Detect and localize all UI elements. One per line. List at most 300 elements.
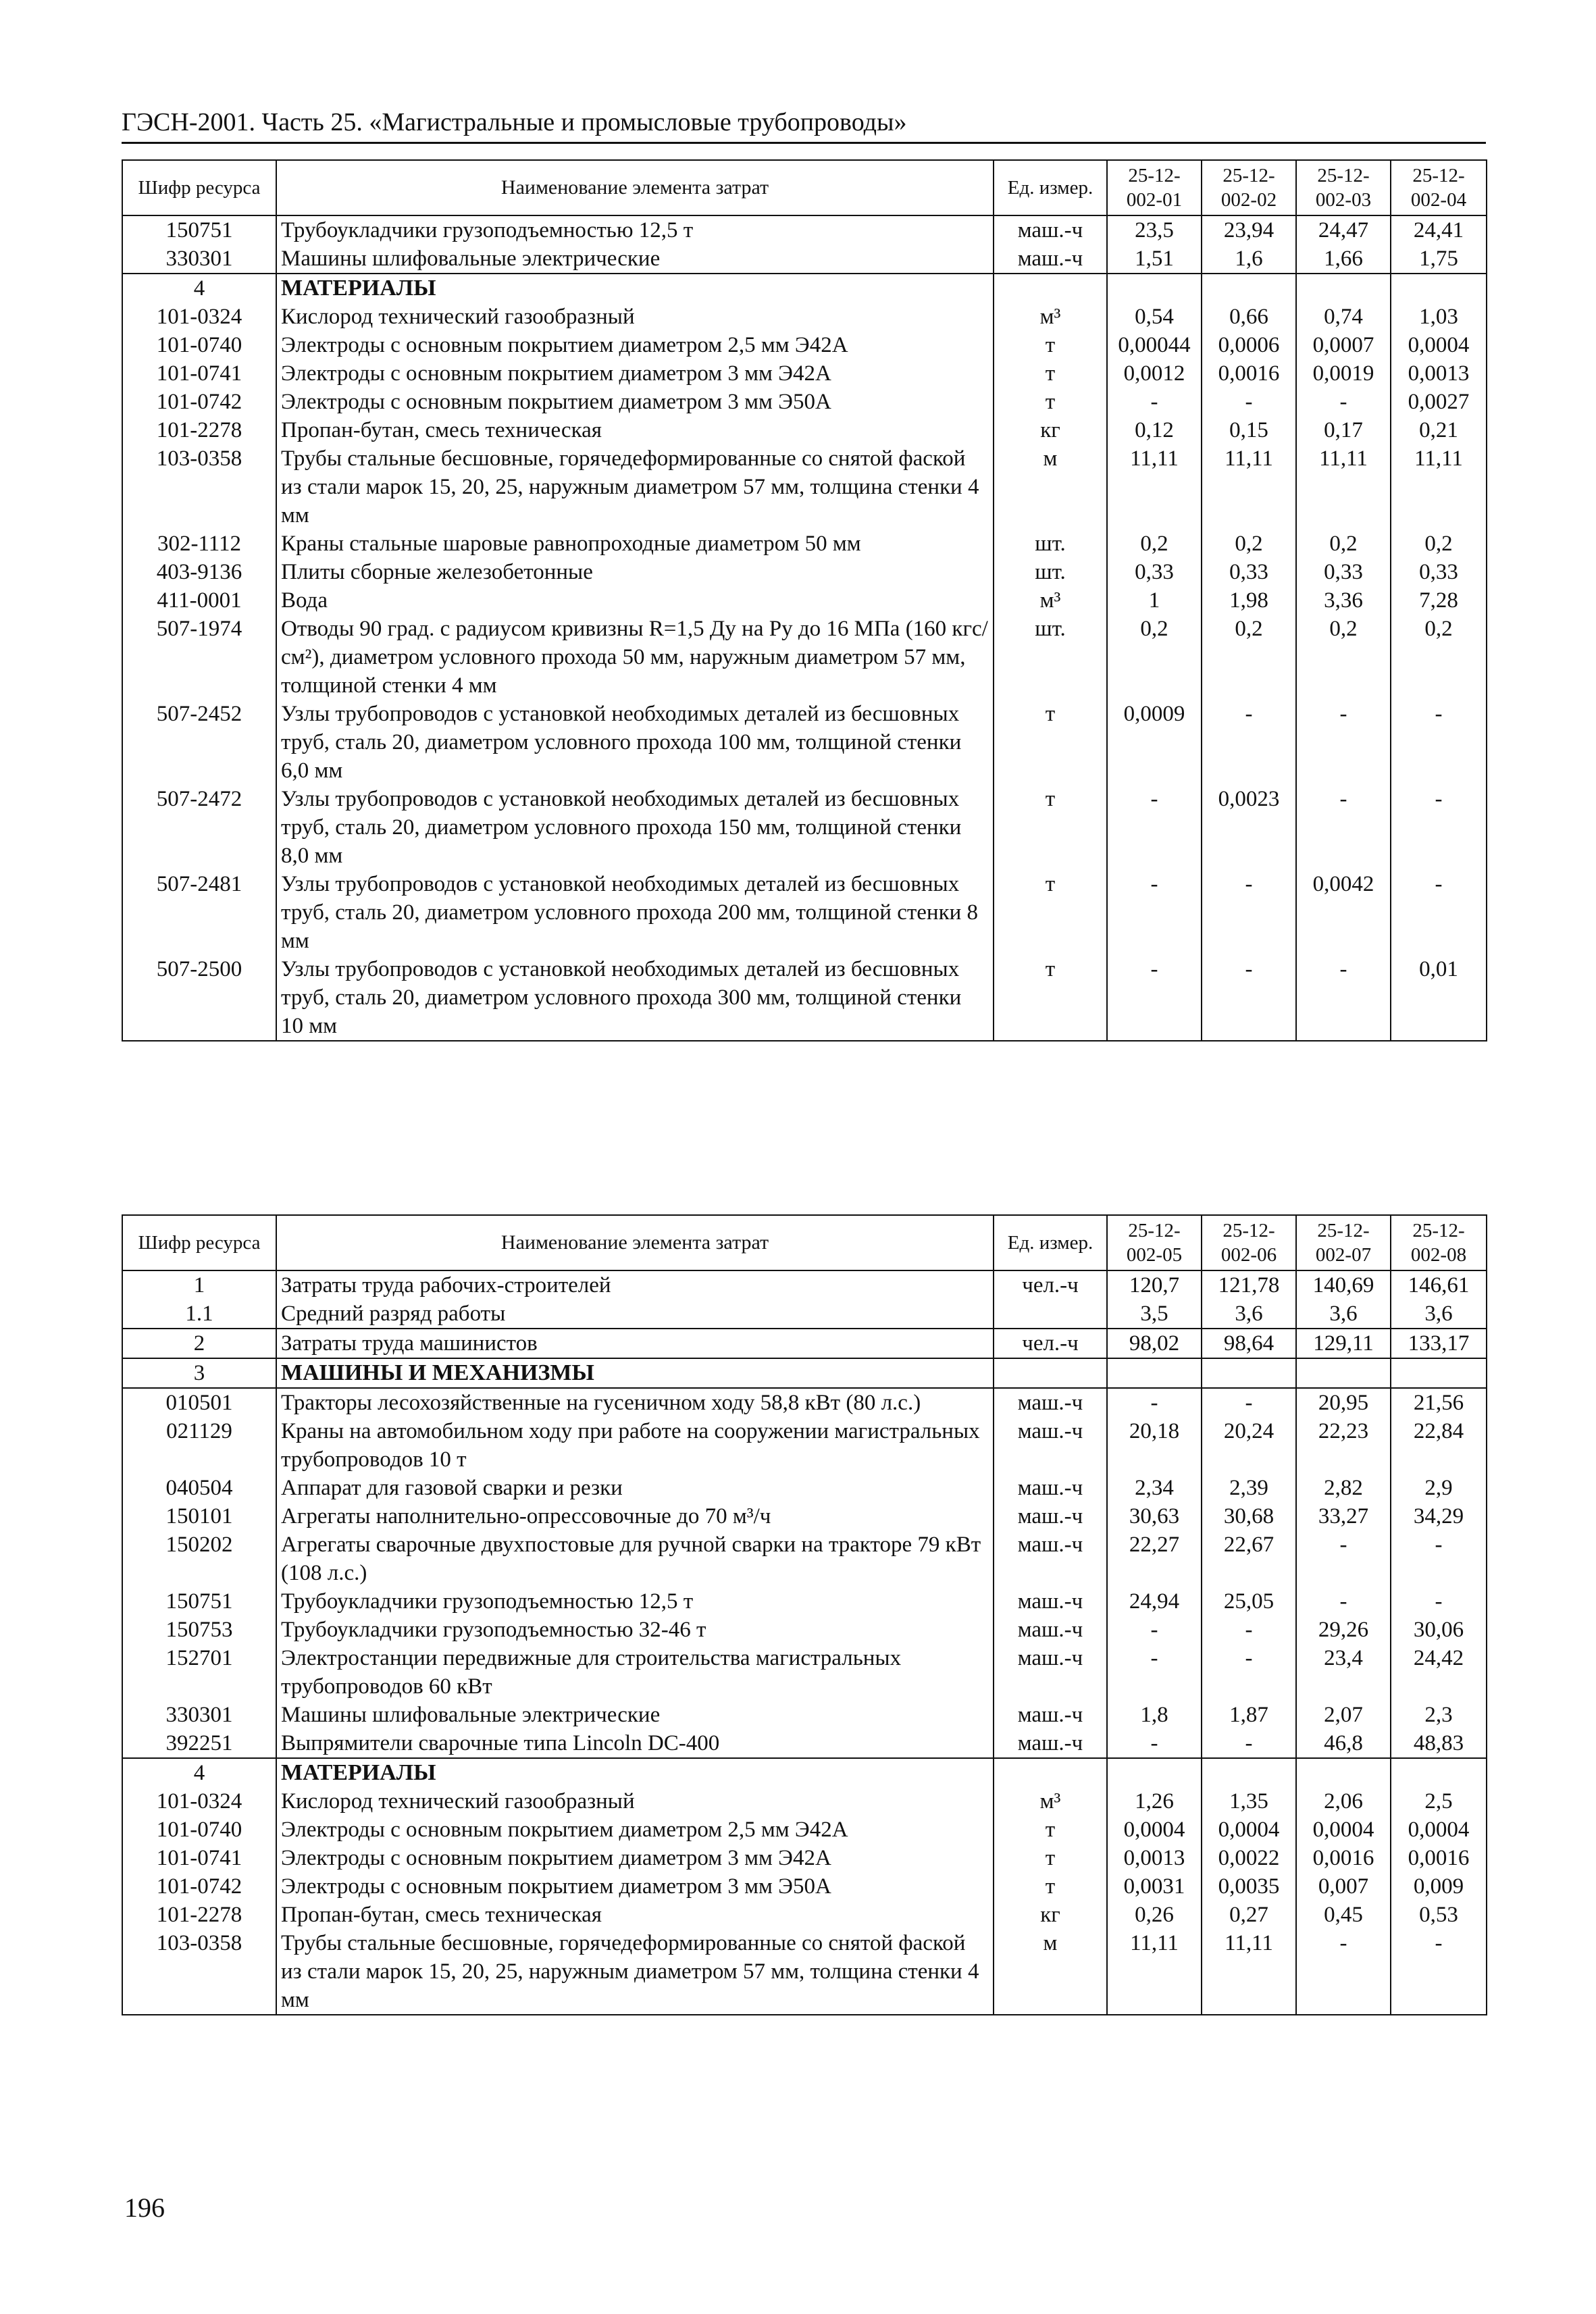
col-norm-header: 25-12- 002-05 [1107,1215,1202,1270]
resource-name: Агрегаты сварочные двухпостовые для ручной сварки на тракторе 79 кВт (108 л.с.) [276,1531,994,1587]
value-cell: - [1107,870,1202,955]
col-unit-header: Ед. измер. [994,160,1107,215]
resource-code: 101-2278 [122,1901,276,1929]
resource-code: 4 [122,1758,276,1787]
value-cell [1107,1758,1202,1787]
value-cell: 0,26 [1107,1901,1202,1929]
resource-name: Тракторы лесохозяйственные на гусеничном ходу 58,8 кВт (80 л.с.) [276,1388,994,1417]
resource-table-2 [122,1214,1487,2015]
unit-cell: чел.-ч [994,1329,1107,1358]
resource-code: 507-2500 [122,955,276,1041]
value-cell: 0,53 [1391,1901,1487,1929]
value-cell: 98,02 [1107,1329,1202,1358]
table-row [122,215,1487,245]
value-cell: 0,54 [1107,303,1202,331]
value-cell: - [1107,785,1202,870]
unit-cell: маш.-ч [994,215,1107,245]
resource-code: 330301 [122,1701,276,1729]
table-row [122,1729,1487,1758]
value-cell: 21,56 [1391,1388,1487,1417]
resource-name: Вода [276,586,994,615]
value-cell: 30,06 [1391,1616,1487,1644]
table-row [122,1474,1487,1502]
unit-cell: м³ [994,586,1107,615]
unit-cell: маш.-ч [994,1587,1107,1616]
resource-code: 150202 [122,1531,276,1587]
value-cell: 11,11 [1202,1929,1296,2015]
value-cell: 121,78 [1202,1270,1296,1300]
value-cell: 3,5 [1107,1300,1202,1329]
value-cell: 0,33 [1107,558,1202,586]
page-number: 196 [124,2192,165,2223]
resource-name: Аппарат для газовой сварки и резки [276,1474,994,1502]
resource-code: 403-9136 [122,558,276,586]
resource-name: Трубоукладчики грузоподъемностью 32-46 т [276,1616,994,1644]
value-cell: - [1296,700,1391,785]
col-norm-header: 25-12- 002-04 [1391,160,1487,215]
table-row [122,1816,1487,1844]
table-row [122,700,1487,785]
value-cell: 0,2 [1296,615,1391,700]
table-row [122,785,1487,870]
value-cell: - [1202,1644,1296,1701]
value-cell: 2,06 [1296,1787,1391,1816]
value-cell: 11,11 [1107,1929,1202,2015]
value-cell: 2,82 [1296,1474,1391,1502]
table-body [122,215,1487,1041]
value-cell: 11,11 [1202,444,1296,530]
value-cell [1296,1358,1391,1388]
unit-cell: шт. [994,558,1107,586]
resource-name: Средний разряд работы [276,1300,994,1329]
value-cell: 120,7 [1107,1270,1202,1300]
value-cell: 0,74 [1296,303,1391,331]
value-cell [1202,1758,1296,1787]
value-cell: 1,6 [1202,245,1296,274]
col-name-header: Наименование элемента затрат [276,1215,994,1270]
unit-cell: шт. [994,615,1107,700]
value-cell: 0,0013 [1391,359,1487,388]
table-row [122,870,1487,955]
table-body [122,1270,1487,2015]
col-code-header: Шифр ресурса [122,1215,276,1270]
value-cell: - [1391,1531,1487,1587]
value-cell: - [1202,700,1296,785]
resource-code: 101-0324 [122,1787,276,1816]
value-cell: - [1391,870,1487,955]
col-norm-header: 25-12- 002-08 [1391,1215,1487,1270]
table-header-row [122,160,1487,215]
resource-table-1 [122,159,1487,1042]
value-cell: - [1391,1929,1487,2015]
unit-cell: чел.-ч [994,1270,1107,1300]
table-header-row [122,1215,1487,1270]
value-cell: 0,2 [1107,530,1202,558]
resource-name: Электроды с основным покрытием диаметром 2,5 мм Э42А [276,1816,994,1844]
value-cell: - [1296,955,1391,1041]
value-cell: - [1107,1644,1202,1701]
resource-name: Агрегаты наполнительно-опрессовочные до 70 м³/ч [276,1502,994,1531]
value-cell: 1,66 [1296,245,1391,274]
value-cell: 20,18 [1107,1417,1202,1474]
col-norm-header: 25-12- 002-06 [1202,1215,1296,1270]
value-cell: 1,87 [1202,1701,1296,1729]
value-cell: - [1202,955,1296,1041]
unit-cell: м³ [994,1787,1107,1816]
resource-code: 101-0742 [122,388,276,416]
value-cell: - [1296,1929,1391,2015]
unit-cell: маш.-ч [994,245,1107,274]
value-cell: 0,17 [1296,416,1391,444]
value-cell: 140,69 [1296,1270,1391,1300]
table-row [122,1270,1487,1300]
resource-name: Трубоукладчики грузоподъемностью 12,5 т [276,1587,994,1616]
value-cell: 0,0007 [1296,331,1391,359]
table-row [122,615,1487,700]
value-cell: 0,007 [1296,1872,1391,1901]
resource-name: Пропан-бутан, смесь техническая [276,1901,994,1929]
table-row [122,1758,1487,1787]
resource-name: Узлы трубопроводов с установкой необходимых деталей из бесшовных труб, сталь 20, диаметром условного прохода 150 мм, толщиной стенки 8,0 мм [276,785,994,870]
unit-cell: маш.-ч [994,1474,1107,1502]
value-cell: 0,0004 [1391,331,1487,359]
table-row [122,1329,1487,1358]
value-cell: 2,39 [1202,1474,1296,1502]
value-cell: - [1107,1388,1202,1417]
value-cell: 11,11 [1391,444,1487,530]
value-cell: 30,68 [1202,1502,1296,1531]
value-cell: 7,28 [1391,586,1487,615]
value-cell [1391,274,1487,303]
value-cell: 0,15 [1202,416,1296,444]
resource-name: Узлы трубопроводов с установкой необходимых деталей из бесшовных труб, сталь 20, диаметром условного прохода 300 мм, толщиной стенки 10 мм [276,955,994,1041]
value-cell [1296,1758,1391,1787]
value-cell: 0,2 [1202,530,1296,558]
resource-name: Трубы стальные бесшовные, горячедеформированные со снятой фаской из стали марок 15, 20, 25, наружным диаметром 57 мм, толщина стенки 4 мм [276,444,994,530]
col-code-header: Шифр ресурса [122,160,276,215]
unit-cell: т [994,1816,1107,1844]
value-cell: 1,75 [1391,245,1487,274]
table-row [122,1701,1487,1729]
value-cell: - [1107,955,1202,1041]
resource-code: 1 [122,1270,276,1300]
value-cell: 1,51 [1107,245,1202,274]
resource-code: 4 [122,274,276,303]
value-cell: 23,4 [1296,1644,1391,1701]
unit-cell: кг [994,1901,1107,1929]
value-cell: - [1296,1531,1391,1587]
value-cell: 34,29 [1391,1502,1487,1531]
value-cell: 20,24 [1202,1417,1296,1474]
resource-code: 507-2472 [122,785,276,870]
value-cell: 0,33 [1296,558,1391,586]
value-cell: 22,67 [1202,1531,1296,1587]
value-cell [1107,274,1202,303]
table-row [122,331,1487,359]
value-cell: 20,95 [1296,1388,1391,1417]
resource-code: 101-0324 [122,303,276,331]
value-cell: 98,64 [1202,1329,1296,1358]
value-cell: 0,33 [1391,558,1487,586]
table-row [122,955,1487,1041]
value-cell: 25,05 [1202,1587,1296,1616]
resource-code: 392251 [122,1729,276,1758]
table-row [122,1300,1487,1329]
table-row [122,274,1487,303]
value-cell: 33,27 [1296,1502,1391,1531]
value-cell: 0,0004 [1107,1816,1202,1844]
value-cell: 0,0016 [1296,1844,1391,1872]
value-cell: 0,0013 [1107,1844,1202,1872]
resource-code: 010501 [122,1388,276,1417]
value-cell: 3,6 [1391,1300,1487,1329]
table-row [122,1358,1487,1388]
value-cell [1202,274,1296,303]
value-cell: 0,0004 [1202,1816,1296,1844]
table-row [122,1531,1487,1587]
value-cell: 24,41 [1391,215,1487,245]
resource-code: 411-0001 [122,586,276,615]
value-cell: 48,83 [1391,1729,1487,1758]
value-cell: 1 [1107,586,1202,615]
unit-cell: м³ [994,303,1107,331]
table-row [122,586,1487,615]
value-cell: 129,11 [1296,1329,1391,1358]
unit-cell [994,1358,1107,1388]
value-cell: 2,34 [1107,1474,1202,1502]
table-row [122,530,1487,558]
value-cell: 0,27 [1202,1901,1296,1929]
resource-name: Плиты сборные железобетонные [276,558,994,586]
value-cell: 0,009 [1391,1872,1487,1901]
resource-code: 101-0740 [122,1816,276,1844]
table-row [122,1929,1487,2015]
value-cell: 0,0031 [1107,1872,1202,1901]
value-cell: 0,0012 [1107,359,1202,388]
resource-name: Кислород технический газообразный [276,303,994,331]
unit-cell: кг [994,416,1107,444]
resource-code: 021129 [122,1417,276,1474]
value-cell: 24,42 [1391,1644,1487,1701]
unit-cell: т [994,870,1107,955]
resource-code: 507-2481 [122,870,276,955]
value-cell: 3,6 [1296,1300,1391,1329]
value-cell: 3,36 [1296,586,1391,615]
value-cell: 24,94 [1107,1587,1202,1616]
value-cell: 24,47 [1296,215,1391,245]
resource-name: Электроды с основным покрытием диаметром 3 мм Э42А [276,1844,994,1872]
resource-name: Краны на автомобильном ходу при работе на сооружении магистральных трубопроводов 10 т [276,1417,994,1474]
resource-name: Электростанции передвижные для строительства магистральных трубопроводов 60 кВт [276,1644,994,1701]
col-unit-header: Ед. измер. [994,1215,1107,1270]
unit-cell: т [994,1872,1107,1901]
value-cell: 0,01 [1391,955,1487,1041]
col-name-header: Наименование элемента затрат [276,160,994,215]
col-norm-header: 25-12- 002-03 [1296,160,1391,215]
table-row [122,303,1487,331]
unit-cell: т [994,700,1107,785]
value-cell: 0,0022 [1202,1844,1296,1872]
resource-name: Узлы трубопроводов с установкой необходимых деталей из бесшовных труб, сталь 20, диаметром условного прохода 100 мм, толщиной стенки 6,0 мм [276,700,994,785]
table-row [122,1417,1487,1474]
table-row [122,416,1487,444]
unit-cell [994,1300,1107,1329]
resource-code: 103-0358 [122,1929,276,2015]
value-cell [1107,1358,1202,1388]
value-cell: 22,23 [1296,1417,1391,1474]
value-cell: 2,9 [1391,1474,1487,1502]
value-cell: 0,2 [1107,615,1202,700]
value-cell: 146,61 [1391,1270,1487,1300]
value-cell: 1,8 [1107,1701,1202,1729]
value-cell: - [1202,1388,1296,1417]
table-row [122,1844,1487,1872]
value-cell: 0,0006 [1202,331,1296,359]
section-title: МАТЕРИАЛЫ [276,274,994,303]
value-cell: 1,35 [1202,1787,1296,1816]
value-cell: 0,0016 [1202,359,1296,388]
resource-code: 101-0741 [122,359,276,388]
resource-code: 302-1112 [122,530,276,558]
value-cell: 0,0042 [1296,870,1391,955]
resource-name: Трубы стальные бесшовные, горячедеформированные со снятой фаской из стали марок 15, 20, 25, наружным диаметром 57 мм, толщина стенки 4 мм [276,1929,994,2015]
table-row [122,1872,1487,1901]
value-cell: 0,0035 [1202,1872,1296,1901]
resource-code: 507-1974 [122,615,276,700]
resource-name: Электроды с основным покрытием диаметром 2,5 мм Э42А [276,331,994,359]
value-cell: 0,2 [1391,615,1487,700]
value-cell: 3,6 [1202,1300,1296,1329]
resource-code: 2 [122,1329,276,1358]
resource-name: Узлы трубопроводов с установкой необходимых деталей из бесшовных труб, сталь 20, диаметром условного прохода 200 мм, толщиной стенки 8 мм [276,870,994,955]
col-norm-header: 25-12- 002-01 [1107,160,1202,215]
unit-cell: маш.-ч [994,1616,1107,1644]
table-row [122,1616,1487,1644]
resource-code: 1.1 [122,1300,276,1329]
resource-code: 040504 [122,1474,276,1502]
value-cell: 0,0004 [1296,1816,1391,1844]
value-cell: 2,3 [1391,1701,1487,1729]
unit-cell: т [994,955,1107,1041]
value-cell: 2,07 [1296,1701,1391,1729]
value-cell: 1,98 [1202,586,1296,615]
unit-cell: шт. [994,530,1107,558]
resource-code: 101-0742 [122,1872,276,1901]
value-cell: 0,12 [1107,416,1202,444]
value-cell: - [1296,1587,1391,1616]
resource-name: Краны стальные шаровые равнопроходные диаметром 50 мм [276,530,994,558]
value-cell: - [1202,388,1296,416]
unit-cell: т [994,785,1107,870]
value-cell [1391,1758,1487,1787]
resource-name: Машины шлифовальные электрические [276,245,994,274]
value-cell: - [1107,1729,1202,1758]
value-cell: 1,26 [1107,1787,1202,1816]
value-cell: 0,0009 [1107,700,1202,785]
unit-cell [994,1758,1107,1787]
unit-cell: м [994,1929,1107,2015]
value-cell: 0,0016 [1391,1844,1487,1872]
value-cell: - [1391,700,1487,785]
unit-cell: маш.-ч [994,1388,1107,1417]
table-row [122,388,1487,416]
table-row [122,1587,1487,1616]
table-row [122,558,1487,586]
value-cell: 11,11 [1107,444,1202,530]
unit-cell: маш.-ч [994,1701,1107,1729]
resource-code: 150101 [122,1502,276,1531]
value-cell: 0,2 [1391,530,1487,558]
unit-cell: т [994,1844,1107,1872]
unit-cell: т [994,388,1107,416]
value-cell: 23,94 [1202,215,1296,245]
section-title: МАТЕРИАЛЫ [276,1758,994,1787]
resource-name: Пропан-бутан, смесь техническая [276,416,994,444]
value-cell: 0,0019 [1296,359,1391,388]
value-cell: 29,26 [1296,1616,1391,1644]
value-cell: 23,5 [1107,215,1202,245]
resource-code: 103-0358 [122,444,276,530]
value-cell: 0,0004 [1391,1816,1487,1844]
table-row [122,1787,1487,1816]
value-cell [1391,1358,1487,1388]
resource-code: 101-0740 [122,331,276,359]
value-cell: - [1202,1616,1296,1644]
value-cell: 0,2 [1202,615,1296,700]
value-cell: 0,2 [1296,530,1391,558]
value-cell: - [1202,1729,1296,1758]
value-cell: 133,17 [1391,1329,1487,1358]
value-cell: 0,00044 [1107,331,1202,359]
resource-code: 330301 [122,245,276,274]
value-cell: - [1296,785,1391,870]
value-cell [1202,1358,1296,1388]
value-cell: 1,03 [1391,303,1487,331]
col-norm-header: 25-12- 002-02 [1202,160,1296,215]
resource-name: Затраты труда рабочих-строителей [276,1270,994,1300]
unit-cell [994,274,1107,303]
value-cell: - [1391,1587,1487,1616]
value-cell: 0,45 [1296,1901,1391,1929]
resource-code: 101-2278 [122,416,276,444]
resource-name: Затраты труда машинистов [276,1329,994,1358]
table-row [122,1502,1487,1531]
table-row [122,1644,1487,1701]
value-cell: 0,0023 [1202,785,1296,870]
value-cell: - [1391,785,1487,870]
resource-name: Отводы 90 град. с радиусом кривизны R=1,5 Ду на Ру до 16 МПа (160 кгс/см²), диаметром условного прохода 50 мм, наружным диаметром 57 мм, толщиной стенки 4 мм [276,615,994,700]
unit-cell: т [994,359,1107,388]
value-cell: - [1202,870,1296,955]
value-cell: 0,66 [1202,303,1296,331]
resource-code: 152701 [122,1644,276,1701]
unit-cell: маш.-ч [994,1502,1107,1531]
resource-name: Машины шлифовальные электрические [276,1701,994,1729]
table-row [122,1901,1487,1929]
value-cell: 22,27 [1107,1531,1202,1587]
unit-cell: маш.-ч [994,1729,1107,1758]
resource-name: Электроды с основным покрытием диаметром 3 мм Э42А [276,359,994,388]
col-norm-header: 25-12- 002-07 [1296,1215,1391,1270]
resource-code: 150753 [122,1616,276,1644]
value-cell [1296,274,1391,303]
table-row [122,1388,1487,1417]
resource-name: Выпрямители сварочные типа Lincoln DC-400 [276,1729,994,1758]
section-title: МАШИНЫ И МЕХАНИЗМЫ [276,1358,994,1388]
value-cell: - [1296,388,1391,416]
resource-name: Электроды с основным покрытием диаметром 3 мм Э50А [276,388,994,416]
value-cell: 22,84 [1391,1417,1487,1474]
